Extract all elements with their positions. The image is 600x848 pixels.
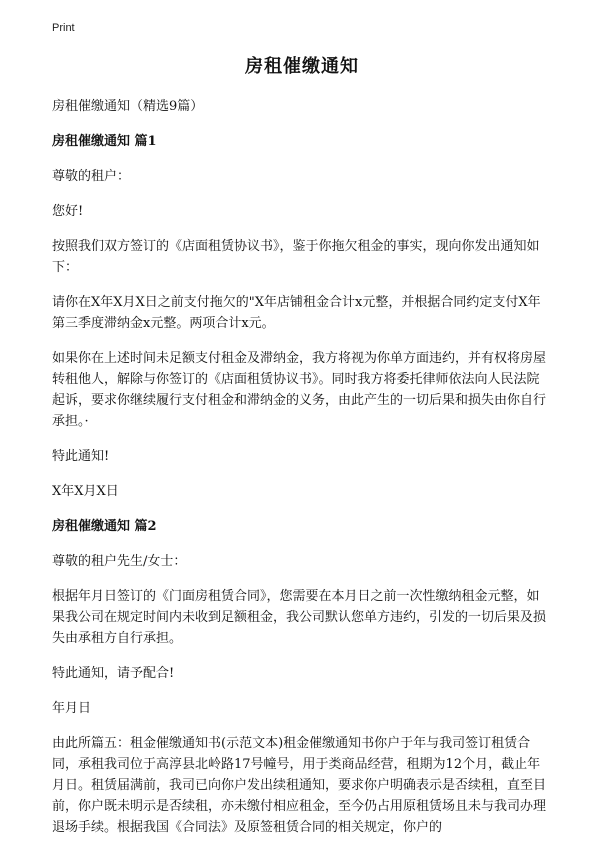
section-2-notice: 特此通知，请予配合! bbox=[52, 666, 175, 681]
page-title: 房租催缴通知 bbox=[245, 56, 359, 77]
document-page bbox=[52, 52, 552, 848]
section-1-heading: 房租催缴通知 篇1 bbox=[52, 134, 157, 149]
section-1-paragraph-2: 请你在X年X月X日之前支付拖欠的"X年店铺租金合计x元整，并根据合同约定支付X年第三季度滞纳金x元整。两项合计x元。 bbox=[52, 295, 541, 331]
section-1-hello: 您好! bbox=[52, 204, 84, 219]
section-2-heading: 房租催缴通知 篇2 bbox=[52, 519, 157, 534]
subtitle: 房租催缴通知（精选9篇） bbox=[52, 99, 204, 114]
section-1-greeting: 尊敬的租户： bbox=[52, 169, 131, 184]
section-1-paragraph-3: 如果你在上述时间未足额支付租金及滞纳金，我方将视为你单方面违约，并有权将房屋转租他人，解除与你签订的《店面租赁协议书》。同时我方将委托律师依法向人民法院起诉，要求你继续履行支付租金和滞纳金的义务，由此产生的一切后果和损失由你自行承担。· bbox=[52, 351, 547, 429]
section-2-paragraph-1: 根据年月日签订的《门面房租赁合同》，您需要在本月日之前一次性缴纳租金元整，如果我公司在规定时间内未收到足额租金，我公司默认您单方违约，引发的一切后果及损失由承租方自行承担。 bbox=[52, 589, 547, 646]
section-1-notice: 特此通知! bbox=[52, 449, 110, 464]
print-link[interactable]: Print bbox=[52, 22, 75, 34]
section-1-date: X年X月X日 bbox=[52, 484, 119, 499]
section-2-greeting: 尊敬的租户先生/女士： bbox=[52, 554, 187, 569]
section-1-paragraph-1: 按照我们双方签订的《店面租赁协议书》，鉴于你拖欠租金的事实，现向你发出通知如下： bbox=[52, 239, 540, 275]
section-2-date: 年月日 bbox=[52, 701, 92, 716]
section-3-paragraph-1: 由此所篇五：租金催缴通知书(示范文本)租金催缴通知书你户于年与我司签订租赁合同，承租我司位于高淳县北岭路17号幢号，用于类商品经营，租期为12个月，截止年月日。租赁届满前，我司已向你户发出续租通知，要求你户明确表示是否续租，直至目前，你户既未明示是否续租，亦未缴付相应租金，至今仍占用原租赁场且未与我司办理退场手续。根据我国《合同法》及原签租赁合同的相关规定，你户的 bbox=[52, 736, 547, 835]
